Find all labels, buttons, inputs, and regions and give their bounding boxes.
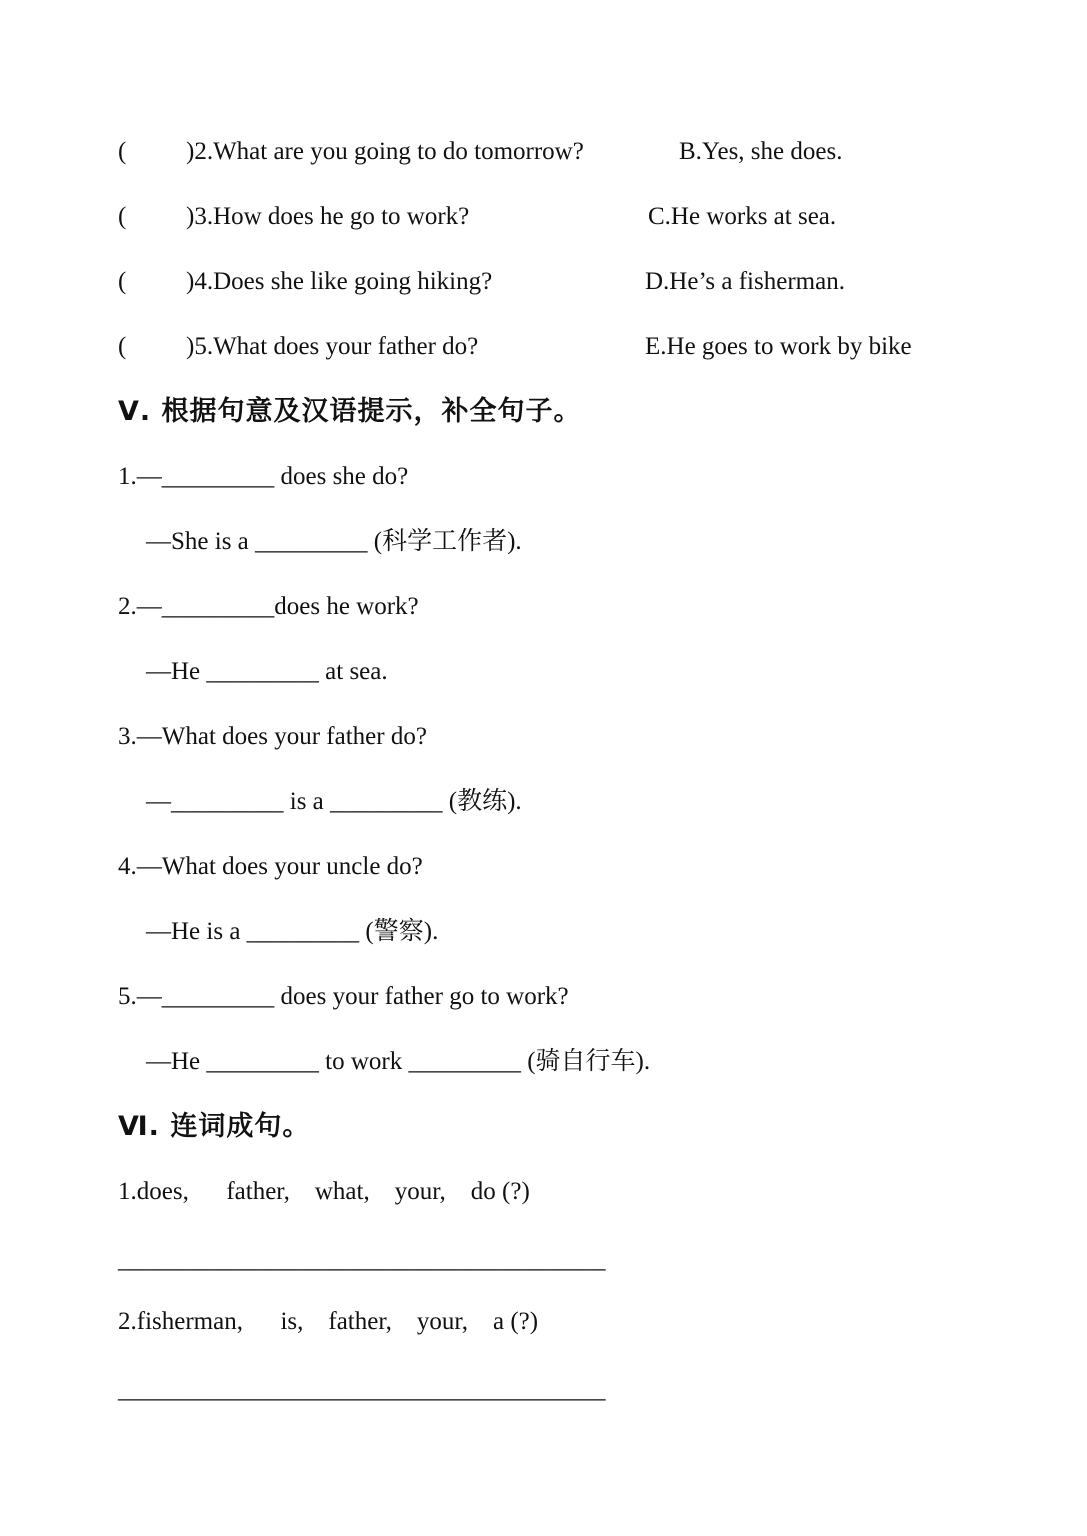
fill-in-line: —She is a _________ (科学工作者). [146, 528, 522, 555]
answer-bracket: ( [118, 333, 127, 360]
fill-in-line: —He _________ to work _________ (骑自行车). [146, 1048, 651, 1075]
fill-in-line: 2.—_________does he work? [118, 593, 419, 620]
fill-in-line: —_________ is a _________ (教练). [146, 788, 522, 815]
fill-in-line: 4.—What does your uncle do? [118, 853, 423, 880]
matching-option: E.He goes to work by bike [645, 333, 912, 360]
section-heading: Ⅵ. 连词成句。 [118, 1111, 311, 1142]
matching-option: C.He works at sea. [648, 203, 837, 230]
answer-line: _______________________________________ [118, 1246, 606, 1273]
matching-option: D.He’s a fisherman. [645, 268, 845, 295]
word-list: 1.does, father, what, your, do (?) [118, 1178, 530, 1205]
matching-question: )2.What are you going to do tomorrow? [186, 138, 584, 165]
fill-in-line: —He is a _________ (警察). [146, 918, 439, 945]
answer-bracket: ( [118, 268, 127, 295]
section-heading: Ⅴ. 根据句意及汉语提示，补全句子。 [118, 396, 582, 427]
fill-in-line: 1.—_________ does she do? [118, 463, 409, 490]
matching-question: )5.What does your father do? [186, 333, 479, 360]
matching-question: )4.Does she like going hiking? [186, 268, 493, 295]
word-list: 2.fisherman, is, father, your, a (?) [118, 1308, 539, 1335]
fill-in-line: 3.—What does your father do? [118, 723, 427, 750]
fill-in-line: —He _________ at sea. [146, 658, 388, 685]
matching-option: B.Yes, she does. [679, 138, 843, 165]
matching-question: )3.How does he go to work? [186, 203, 470, 230]
answer-bracket: ( [118, 203, 127, 230]
answer-bracket: ( [118, 138, 127, 165]
fill-in-line: 5.—_________ does your father go to work? [118, 983, 569, 1010]
answer-line: _______________________________________ [118, 1376, 606, 1403]
